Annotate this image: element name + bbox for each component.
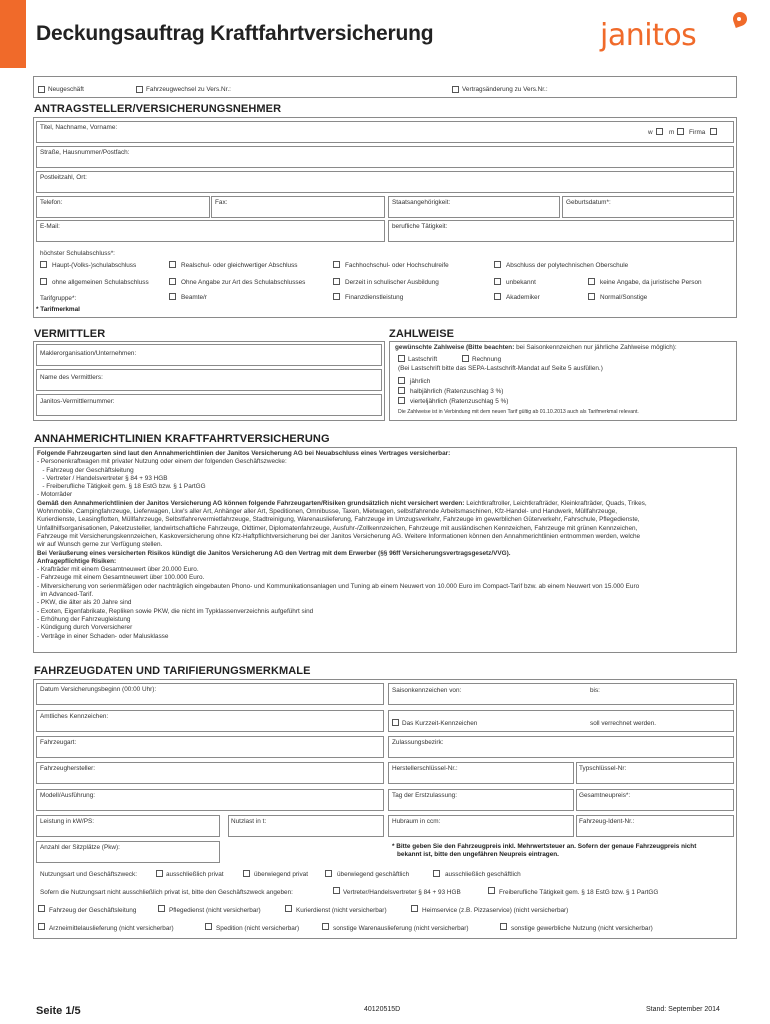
label-tarif-1: Beamte/r: [181, 294, 207, 301]
checkbox-jaehrlich[interactable]: [398, 377, 405, 384]
checkbox-zweck-3[interactable]: [38, 905, 45, 912]
checkbox-school-6[interactable]: [169, 278, 176, 285]
label-leistung: Leistung in kW/PS:: [40, 818, 94, 825]
annahme-line: - Vertreter / Handelsvertreter § 84 + 93 HGB: [37, 474, 168, 482]
checkbox-zweck-9[interactable]: [322, 923, 329, 930]
annahme-line: - Verträge in einer Schaden- oder Malusklasse: [37, 632, 169, 640]
checkbox-school-7[interactable]: [333, 278, 340, 285]
checkbox-vierteljaehrlich[interactable]: [398, 397, 405, 404]
label-ident: Fahrzeug-Ident-Nr.:: [579, 818, 635, 825]
label-school-5: ohne allgemeinen Schulabschluss: [52, 279, 149, 286]
checkbox-zweck-7[interactable]: [38, 923, 45, 930]
checkbox-school-5[interactable]: [40, 278, 47, 285]
checkbox-nutz-3[interactable]: [325, 870, 332, 877]
label-nutzlast: Nutzlast in t:: [231, 818, 267, 825]
annahme-line: - PKW, die älter als 20 Jahre sind: [37, 599, 132, 607]
label-tarif: Tarifgruppe*:: [40, 295, 77, 302]
label-jaehrlich: jährlich: [410, 378, 431, 385]
label-school-2: Realschul- oder gleichwertiger Abschluss: [181, 262, 298, 269]
neupreis-hint-1: * Bitte geben Sie den Fahrzeugpreis inkl. Mehrwertsteuer an. Sofern der genaue Fahrzeugpreis nicht: [392, 843, 697, 850]
label-vermittler-nr: Janitos-Vermittlernummer:: [40, 398, 115, 405]
logo-text: janitos: [600, 18, 697, 53]
checkbox-rechnung[interactable]: [462, 355, 469, 362]
label-zweck-10: sonstige gewerbliche Nutzung (nicht versicherbar): [511, 925, 653, 932]
annahme-line: - Erhöhung der Fahrzeugleistung: [37, 615, 131, 623]
annahme-line: - Freiberufliche Tätigkeit gem. § 18 EstG bzw. § 1 PartGG: [37, 483, 206, 491]
label-tarif-2: Finanzdienstleistung: [345, 294, 404, 301]
label-job: berufliche Tätigkeit:: [392, 223, 448, 230]
label-birthdate: Geburtsdatum*:: [566, 199, 611, 206]
annahme-line: Anfragepflichtige Risiken:: [37, 557, 117, 565]
label-hsn: Herstellerschlüssel-Nr.:: [392, 765, 458, 772]
page-title: Deckungsauftrag Kraftfahrtversicherung: [36, 22, 434, 45]
sepa-note: (Bei Lastschrift bitte das SEPA-Lastschrift-Mandat auf Seite 5 ausfüllen.): [398, 365, 603, 372]
label-lastschrift: Lastschrift: [408, 356, 438, 363]
name-field[interactable]: [36, 121, 734, 143]
checkbox-tarif-1[interactable]: [169, 293, 176, 300]
label-saison: Saisonkennzeichen von:: [392, 687, 462, 694]
label-bis: bis:: [590, 687, 600, 694]
label-firma: Firma: [689, 129, 706, 136]
page-number: Seite 1/5: [36, 1005, 81, 1017]
email-field[interactable]: [36, 220, 385, 242]
checkbox-kurzzeit[interactable]: [392, 719, 399, 726]
annahme-line: - Fahrzeug der Geschäftsleitung: [37, 466, 134, 474]
neupreis-hint-2: bekannt ist, bitte den ungefähren Neupreis eintragen.: [397, 851, 559, 858]
label-school-4: Abschluss der polytechnischen Oberschule: [506, 262, 629, 269]
checkbox-tarif-4[interactable]: [588, 293, 595, 300]
label-fax: Fax:: [215, 199, 228, 206]
annahme-line: im Advanced-Tarif.: [37, 591, 94, 599]
checkbox-halbjaehrlich[interactable]: [398, 387, 405, 394]
label-zweck-8: Spedition (nicht versicherbar): [216, 925, 300, 932]
label-zweck-4: Pflegedienst (nicht versicherbar): [169, 907, 261, 914]
annahme-line: wir auf Wunsch gerne zur Verfügung stellen.: [37, 541, 163, 549]
label-hubraum: Hubraum in ccm:: [392, 818, 441, 825]
label-school-8: unbekannt: [506, 279, 536, 286]
section-vermittler: VERMITTLER: [34, 328, 106, 340]
label-zweck-3: Fahrzeug der Geschäftsleitung: [49, 907, 137, 914]
checkbox-w[interactable]: [656, 128, 663, 135]
label-beginn: Datum Versicherungsbeginn (00:00 Uhr):: [40, 686, 157, 693]
label-sitze: Anzahl der Sitzplätze (Pkw):: [40, 844, 120, 851]
annahme-line: Unfallhilfsorganisationen, Paketzusteller, landwirtschaftliche Fahrzeuge, Oldtimer, Diplomatenfahrzeuge, Ausfuhr-/Zollkennzeichen, Fahrzeuge mit ausländischen Kennzeichen, Fahrzeuge mit grünen Kennzeichen,: [37, 524, 638, 532]
annahme-line: Fahrzeuge mit Versicherungskennzeichen, Kaskoversicherung ohne Kfz-Haftpflichtversicherung bei der Janitos Versicherung AG. Weitere Informationen können den Annahmerichtlinien entnommen werden, welche: [37, 532, 641, 540]
label-gender-m: m: [669, 129, 675, 136]
label-makler: Maklerorganisation/Unternehmen:: [40, 350, 137, 357]
label-halbjaehrlich: halbjährlich (Ratenzuschlag 3 %): [410, 388, 504, 395]
section-zahlweise: ZAHLWEISE: [389, 328, 455, 340]
checkbox-zweck-10[interactable]: [500, 923, 507, 930]
logo-drop-inner: [737, 17, 741, 21]
checkbox-zweck-2[interactable]: [488, 887, 495, 894]
label-nutz-1: ausschließlich privat: [166, 871, 224, 878]
label-tsn: Typschlüssel-Nr:: [579, 765, 627, 772]
label-phone: Telefon:: [40, 199, 63, 206]
label-vierteljaehrlich: vierteljährlich (Ratenzuschlag 5 %): [410, 398, 509, 405]
label-kurzzeit: Das Kurzzeit-Kennzeichen: [402, 720, 478, 727]
label-sofern: Sofern die Nutzungsart nicht ausschließlich privat ist, bitte den Geschäftszweck angeben:: [40, 889, 293, 896]
label-hersteller: Fahrzeughersteller:: [40, 765, 96, 772]
annahme-line: Kurierdienste, Leasingflotten, Müllfahrzeuge, Selbstfahrervermietfahrzeuge, Stadtreinigung, Warenauslieferung, Fahrzeuge im Umzugsverkehr, Fahrzeuge im gewerblichen Güterverkehr, Fahrschule, Pflegedienste,: [37, 516, 640, 524]
annahme-line: - Kündigung durch Vorversicherer: [37, 624, 133, 632]
checkbox-fahrzeugwechsel[interactable]: [136, 86, 143, 93]
label-school: höchster Schulabschluss*:: [40, 250, 115, 257]
section-annahme: ANNAHMERICHTLINIEN KRAFTFAHRTVERSICHERUNG: [34, 433, 330, 445]
section-antragsteller: ANTRAGSTELLER/VERSICHERUNGSNEHMER: [34, 103, 282, 115]
checkbox-school-2[interactable]: [169, 261, 176, 268]
checkbox-school-9[interactable]: [588, 278, 595, 285]
annahme-line: - Krafträder mit einem Gesamtneuwert über 20.000 Euro.: [37, 566, 199, 574]
accent-bar: [0, 0, 26, 68]
label-tarif-3: Akademiker: [506, 294, 540, 301]
annahme-line: - Motorräder: [37, 491, 73, 499]
checkbox-school-3[interactable]: [333, 261, 340, 268]
checkbox-neugeschaeft[interactable]: [38, 86, 45, 93]
checkbox-nutz-1[interactable]: [156, 870, 163, 877]
label-school-9: keine Angabe, da juristische Person: [600, 279, 702, 286]
label-zweck-1: Vertreter/Handelsvertreter § 84 + 93 HGB: [343, 889, 461, 896]
janitos-logo: [600, 16, 752, 56]
label-vertragsaenderung: Vertragsänderung zu Vers.Nr.:: [462, 86, 548, 93]
checkbox-firma[interactable]: [710, 128, 717, 135]
label-tarif-4: Normal/Sonstige: [600, 294, 648, 301]
city-field[interactable]: [36, 171, 734, 193]
checkbox-m[interactable]: [677, 128, 684, 135]
label-rechnung: Rechnung: [472, 356, 502, 363]
checkbox-zweck-8[interactable]: [205, 923, 212, 930]
zahlweise-footnote: Die Zahlweise ist in Verbindung mit dem neuen Tarif gültig ab 01.10.2013 auch als Tarifmerkmal relevant.: [398, 409, 639, 415]
annahme-line: - Fahrzeuge mit einem Gesamtneuwert über 100.000 Euro.: [37, 574, 205, 582]
street-field[interactable]: [36, 146, 734, 168]
section-fahrzeug: FAHRZEUGDATEN UND TARIFIERUNGSMERKMALE: [34, 665, 311, 677]
label-nutz-2: überwiegend privat: [254, 871, 308, 878]
checkbox-school-8[interactable]: [494, 278, 501, 285]
stand-date: Stand: September 2014: [646, 1006, 720, 1013]
label-city: Postleitzahl, Ort:: [40, 174, 87, 181]
checkbox-school-4[interactable]: [494, 261, 501, 268]
label-erstzulassung: Tag der Erstzulassung:: [392, 792, 458, 799]
label-nutz-4: ausschließlich geschäftlich: [445, 871, 521, 878]
label-name: Titel, Nachname, Vorname:: [40, 124, 118, 131]
label-neugeschaeft: Neugeschäft: [48, 86, 84, 93]
label-nationality: Staatsangehörigkeit:: [392, 199, 451, 206]
annahme-line: Gemäß den Annahmerichtlinien der Janitos Versicherung AG können folgende Fahrzeugarten/Risiken grundsätzlich nicht versichert werden: Leichtkraftroller, Leichtkrafträder, Kleinkrafträder, Quads, Trikes,: [37, 499, 647, 507]
checkbox-school-1[interactable]: [40, 261, 47, 268]
label-gender-w: w: [648, 129, 653, 136]
label-vermittler-name: Name des Vermittlers:: [40, 374, 103, 381]
label-email: E-Mail:: [40, 223, 60, 230]
label-school-1: Haupt-(Volks-)schulabschluss: [52, 262, 137, 269]
checkbox-nutz-2[interactable]: [243, 870, 250, 877]
annahme-line: - Mitversicherung von serienmäßigen oder nachträglich eingebauten Phono- und Kommunikationsanlagen und Tuning ab einem Neuwert von 10.000 Euro im Compact-Tarif bzw. ab einem Neuwert von 15.000 Euro: [37, 582, 640, 590]
label-nutz-3: überwiegend geschäftlich: [337, 871, 410, 878]
form-code: 40120515D: [364, 1006, 401, 1013]
annahme-line: Wohnmobile, Campingfahrzeuge, Lieferwagen, Lkw's aller Art, Anhänger aller Art, Speditionen, Omnibusse, Taxen, Mietwagen, selbstfahrende Arbeitsmaschinen, Kfz-Handel- und Handwerk, Müllfahrzeuge,: [37, 508, 618, 516]
label-modell: Modell/Ausführung:: [40, 792, 96, 799]
label-zweck-5: Kurierdienst (nicht versicherbar): [296, 907, 387, 914]
label-kennzeichen: Amtliches Kennzeichen:: [40, 713, 109, 720]
annahme-line: - Exoten, Eigenfabrikate, Repliken sowie PKW, die nicht im Typklassenverzeichnis aufgeführt sind: [37, 607, 314, 615]
annahme-text: [37, 450, 735, 641]
annahme-line: Folgende Fahrzeugarten sind laut den Annahmerichtlinien der Janitos Versicherung AG bei Neuabschluss eines Vertrages versicherbar:: [37, 450, 451, 457]
annahme-line: Bei Veräußerung eines versicherten Risikos kündigt die Janitos Versicherung AG den Vertrag mit dem Erwerber (§§ 96ff Versicherungsvertragsgesetz/VVG).: [37, 549, 511, 557]
tarif-footnote: * Tarifmerkmal: [36, 306, 80, 313]
fax-field[interactable]: [211, 196, 385, 218]
checkbox-tarif-2[interactable]: [333, 293, 340, 300]
checkbox-vertragsaenderung[interactable]: [452, 86, 459, 93]
annahme-line: - Personenkraftwagen mit privater Nutzung oder einem der folgenden Geschäftszwecke:: [37, 458, 287, 466]
label-zweck-2: Freiberufliche Tätigkeit gem. § 18 EstG bzw. § 1 PartGG: [499, 889, 659, 896]
label-street: Straße, Hausnummer/Postfach:: [40, 149, 130, 156]
zahlweise-note: gewünschte Zahlweise (Bitte beachten: bei Saisonkennzeichen nur jährliche Zahlweise möglich):: [395, 344, 677, 351]
checkbox-nutz-4[interactable]: [433, 870, 440, 877]
label-zweck-6: Heimservice (z.B. Pizzaservice) (nicht versicherbar): [422, 907, 569, 914]
label-zweck-7: Arzneimittelauslieferung (nicht versicherbar): [49, 925, 174, 932]
label-zweck-9: sonstige Warenauslieferung (nicht versicherbar): [333, 925, 469, 932]
fahrzeugart-field[interactable]: [36, 736, 384, 758]
label-fahrzeugwechsel: Fahrzeugwechsel zu Vers.Nr.:: [146, 86, 231, 93]
checkbox-zweck-5[interactable]: [285, 905, 292, 912]
checkbox-lastschrift[interactable]: [398, 355, 405, 362]
label-school-7: Derzeit in schulischer Ausbildung: [345, 279, 439, 286]
checkbox-zweck-1[interactable]: [333, 887, 340, 894]
label-school-6: Ohne Angabe zur Art des Schulabschlusses: [181, 279, 306, 286]
label-bezirk: Zulassungsbezirk:: [392, 739, 444, 746]
label-nutzungsart: Nutzungsart und Geschäftszweck:: [40, 871, 137, 878]
label-verrechnet: soll verrechnet werden.: [590, 720, 657, 727]
label-neupreis: Gesamtneupreis*:: [579, 792, 631, 799]
label-school-3: Fachhochschul- oder Hochschulreife: [345, 262, 449, 269]
checkbox-tarif-3[interactable]: [494, 293, 501, 300]
checkbox-zweck-4[interactable]: [158, 905, 165, 912]
checkbox-zweck-6[interactable]: [411, 905, 418, 912]
label-fahrzeugart: Fahrzeugart:: [40, 739, 77, 746]
